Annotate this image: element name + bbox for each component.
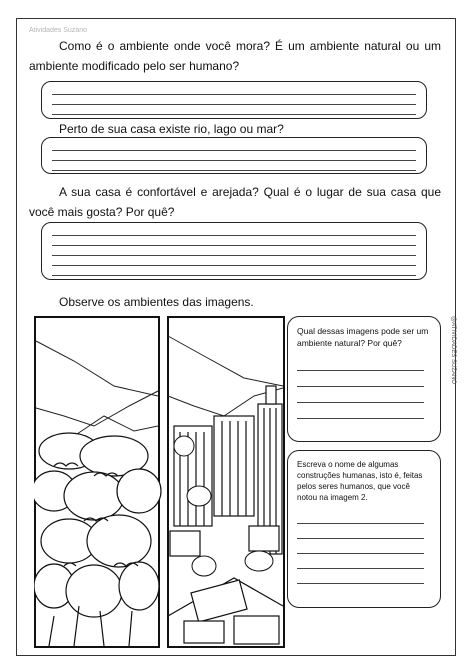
answer-line bbox=[297, 355, 424, 371]
question-4: Observe os ambientes das imagens. bbox=[59, 295, 254, 309]
answer-line bbox=[52, 236, 416, 246]
environment-illustration bbox=[34, 316, 286, 648]
question-box-natural[interactable] bbox=[287, 316, 441, 442]
answer-line bbox=[297, 387, 424, 403]
urban-environment-image bbox=[168, 317, 284, 647]
answer-line bbox=[297, 403, 424, 419]
answer-line bbox=[52, 141, 416, 151]
question-3: A sua casa é confortável e arejada? Qual é o lugar de sua casa que você mais gosta? Por quê? bbox=[29, 185, 441, 219]
answer-line bbox=[52, 256, 416, 266]
answer-line bbox=[297, 569, 424, 584]
answer-line bbox=[297, 524, 424, 539]
natural-question-text: Qual dessas imagens pode ser um ambiente natural? Por quê? bbox=[297, 326, 429, 348]
answer-box-3[interactable] bbox=[41, 222, 427, 280]
answer-line bbox=[52, 246, 416, 256]
answer-line bbox=[297, 371, 424, 387]
answer-line bbox=[297, 539, 424, 554]
answer-line bbox=[52, 95, 416, 105]
answer-line bbox=[52, 85, 416, 95]
natural-environment-image bbox=[34, 317, 161, 647]
answer-line bbox=[52, 266, 416, 276]
watermark-text: Atividades Suzano bbox=[29, 27, 87, 34]
answer-line bbox=[297, 554, 424, 569]
constructions-question-text: Escreva o nome de algumas construções humanas, isto é, feitas pelos seres humanos, que você notou na imagem 2. bbox=[297, 460, 423, 502]
answer-line bbox=[52, 226, 416, 236]
answer-line bbox=[52, 151, 416, 161]
question-2: Perto de sua casa existe rio, lago ou mar? bbox=[59, 122, 284, 136]
answer-line bbox=[52, 161, 416, 171]
question-box-constructions[interactable] bbox=[287, 450, 441, 608]
question-1: Como é o ambiente onde você mora? É um ambiente natural ou um ambiente modificado pelo ser humano? bbox=[29, 39, 441, 73]
answer-box-1[interactable] bbox=[41, 81, 427, 119]
answer-line bbox=[297, 509, 424, 524]
side-credit: @ATIVIDADES SUZANO bbox=[450, 316, 456, 384]
answer-line bbox=[52, 105, 416, 115]
answer-box-2[interactable] bbox=[41, 137, 427, 174]
